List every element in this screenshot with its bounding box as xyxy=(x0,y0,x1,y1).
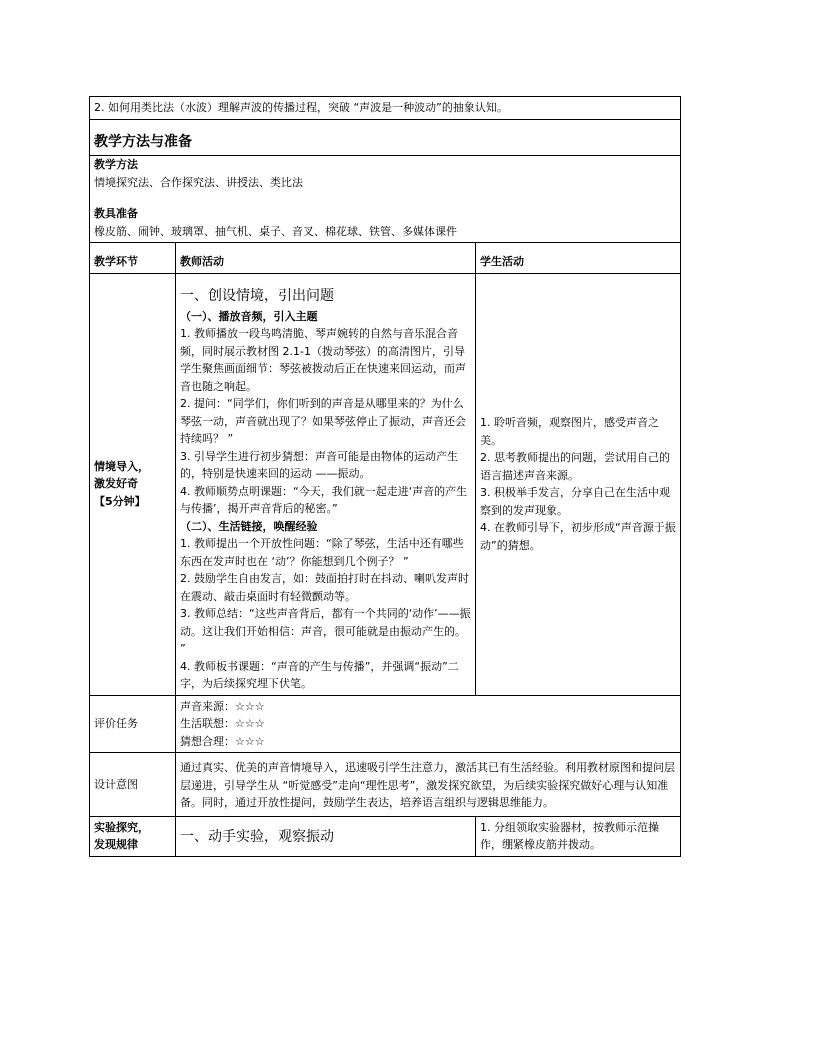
stage1-sub2: （二）、生活链接，唤醒经验 xyxy=(180,519,318,533)
stage2-label-line1: 实验探究， xyxy=(94,820,149,834)
design-text: 通过真实、优美的声音情境导入，迅速吸引学生注意力，激活其已有生活经验。利用教材原图和提问层层递进，引导学生从 “听觉感受”走向“理性思考”，激发探究欲望，为后续实验探究做好心理与认知准备。同时，通过开放性提问，鼓励学生表达，培养语言组织与逻辑思维能力。 xyxy=(176,753,681,817)
stage1-label xyxy=(90,273,176,695)
goal-item: 2. 如何用类比法（水波）理解声波的传播过程，突破 “声波是一种波动”的抽象认知。 xyxy=(90,97,681,120)
design-row xyxy=(90,753,681,817)
stage2-student: 1. 分组领取实验器材，按教师示范操作，绷紧橡皮筋并拨动。 xyxy=(476,816,681,856)
stage1-s2: 2. 思考教师提出的问题，尝试用自己的语言描述声音来源。 xyxy=(480,451,670,482)
stage1-p2: 2. 提问：“同学们，你们听到的声音是从哪里来的？为什么琴弦一动，声音就出现了？如果琴弦停止了振动，声音还会持续吗？ ” xyxy=(180,397,466,445)
header-row xyxy=(90,243,681,274)
stage1-p1: 1. 教师播放一段鸟鸣清脆、琴声婉转的自然与音乐混合音频，同时展示教材图 2.1-1（拨动琴弦）的高清图片，引导学生聚焦画面细节：琴弦被拨动后正在快速来回运动，而声音也随之响起。 xyxy=(180,327,466,393)
stage1-s3: 3. 积极举手发言，分享自己在生活中观察到的发声现象。 xyxy=(480,486,670,517)
stage1-sub1: （一）、播放音频，引入主题 xyxy=(180,309,318,323)
design-label: 设计意图 xyxy=(90,753,176,817)
methods-label: 教学方法 xyxy=(94,158,138,171)
header-teacher: 教师活动 xyxy=(176,243,476,274)
goal-row xyxy=(90,97,681,120)
stage1-p3: 3. 引导学生进行初步猜想：声音可能是由物体的运动产生的，特别是快速来回的运动 ——振动。 xyxy=(180,449,458,480)
lesson-plan-page xyxy=(89,96,680,857)
stage2-label xyxy=(90,816,176,856)
header-student: 学生活动 xyxy=(476,243,681,274)
evaluation-row xyxy=(90,695,681,753)
evaluation-item-3: 猜想合理：☆☆☆ xyxy=(180,734,265,748)
methods-cell xyxy=(90,120,681,243)
stage2-label-line2: 发现规律 xyxy=(94,838,138,851)
stage2-teacher xyxy=(176,816,476,856)
methods-row xyxy=(90,120,681,243)
tools-label: 教具准备 xyxy=(94,207,138,220)
evaluation-item-1: 声音来源：☆☆☆ xyxy=(180,699,265,713)
stage1-p5: 1. 教师提出一个开放性问题：“除了琴弦，生活中还有哪些东西在发声时也在 ‘动’？你能想到几个例子？ ” xyxy=(180,537,464,568)
evaluation-label: 评价任务 xyxy=(90,695,176,753)
stage1-label-line1: 情境导入， xyxy=(94,459,149,473)
evaluation-item-2: 生活联想：☆☆☆ xyxy=(180,717,265,730)
lesson-plan-table xyxy=(89,96,681,857)
stage1-student xyxy=(476,273,681,695)
header-stage: 教学环节 xyxy=(90,243,176,274)
methods-section-title: 教学方法与准备 xyxy=(94,134,192,150)
evaluation-items xyxy=(176,695,681,753)
tools-text: 橡皮筋、闹钟、玻璃罩、抽气机、桌子、音叉、棉花球、铁管、多媒体课件 xyxy=(94,224,457,238)
stage1-p7: 3. 教师总结：“这些声音背后，都有一个共同的‘动作’——振动。这让我们开始相信：声音，很可能就是由振动产生的。 ” xyxy=(180,607,471,655)
stage1-p6: 2. 鼓励学生自由发言，如：鼓面拍打时在抖动、喇叭发声时在震动、敲击桌面时有轻微颤动等。 xyxy=(180,572,469,603)
stage1-s4: 4. 在教师引导下，初步形成“声音源于振动”的猜想。 xyxy=(480,521,676,552)
stage2-teacher-title: 一、动手实验，观察振动 xyxy=(180,828,334,845)
stage2-row xyxy=(90,816,681,856)
methods-text: 情境探究法、合作探究法、讲授法、类比法 xyxy=(94,175,303,189)
stage1-s1: 1. 聆听音频，观察图片，感受声音之美。 xyxy=(480,416,659,447)
stage1-row xyxy=(90,273,681,695)
stage1-label-line3: 【5分钟】 xyxy=(94,494,146,508)
stage1-teacher xyxy=(176,273,476,695)
stage1-p4: 4. 教师顺势点明课题：“今天，我们就一起走进‘声音的产生与传播’，揭开声音背后的秘密。” xyxy=(180,484,468,515)
stage1-teacher-title: 一、创设情境，引出问题 xyxy=(180,287,334,304)
stage1-label-line2: 激发好奇 xyxy=(94,477,138,491)
stage1-p8: 4. 教师板书课题：“声音的产生与传播”，并强调“振动”二字，为后续探究埋下伏笔。 xyxy=(180,659,459,690)
